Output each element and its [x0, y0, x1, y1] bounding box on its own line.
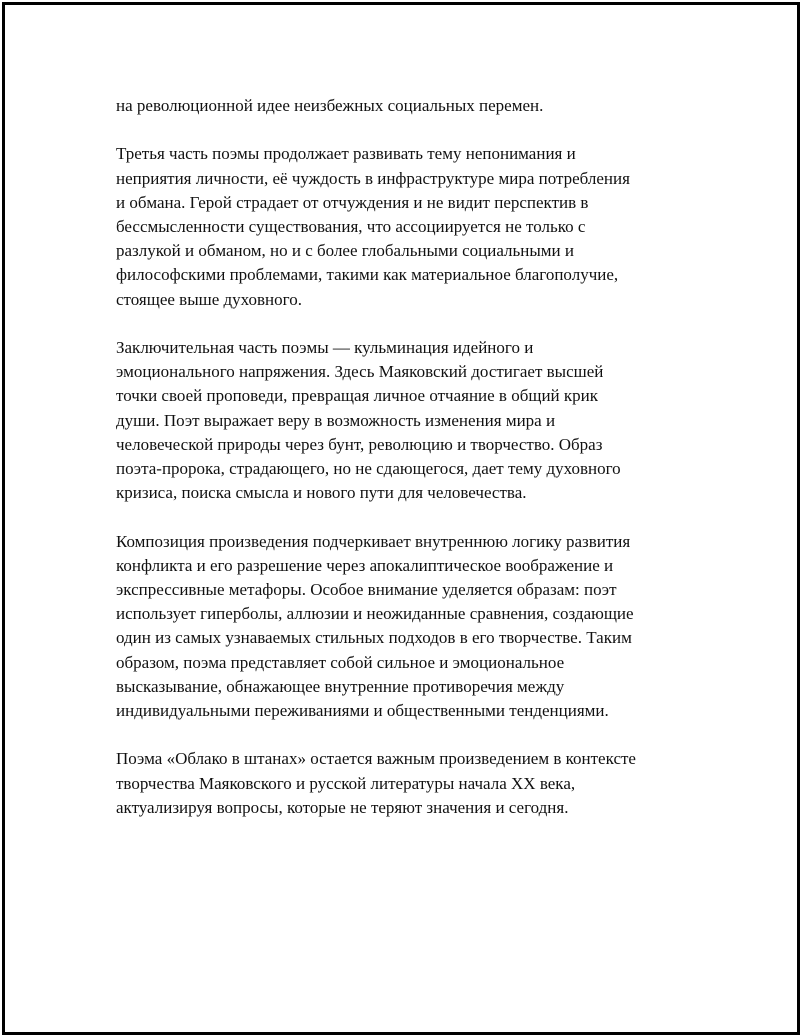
paragraph-conclusion: Поэма «Облако в штанах» остается важным произведением в контексте творчества Маяковского и русской литературы начала XX века, актуализируя вопросы, которые не теряют значения и сегодня.	[116, 749, 636, 817]
paragraph-part-three: Третья часть поэмы продолжает развивать тему непонимания и неприятия личности, её чуждость в инфраструктуре мира потребления и обмана. Герой страдает от отчуждения и не видит перспектив в бессмысленности существования, что ассоциируется не только с разлукой и обманом, но и с более глобальными социальными и философскими проблемами, такими как материальное благополучие, стоящее выше духовного.	[116, 144, 630, 309]
document-body	[116, 94, 691, 844]
paragraph-final-part: Заключительная часть поэмы — кульминация идейного и эмоционального напряжения. Здесь Маяковский достигает высшей точки своей проповеди, превращая личное отчаяние в общий крик души. Поэт выражает веру в возможность изменения мира и человеческой природы через бунт, революцию и творчество. Образ поэта-пророка, страдающего, но не сдающегося, дает тему духовного кризиса, поиска смысла и нового пути для человечества.	[116, 338, 621, 503]
paragraph-continuation: на революционной идее неизбежных социальных перемен.	[116, 96, 544, 115]
paragraph-composition: Композиция произведения подчеркивает внутреннюю логику развития конфликта и его разрешение через апокалиптическое воображение и экспрессивные метафоры. Особое внимание уделяется образам: поэт использует гиперболы, аллюзии и неожиданные сравнения, создающие один из самых узнаваемых стильных подходов в его творчестве. Таким образом, поэма представляет собой сильное и эмоциональное высказывание, обнажающее внутренние противоречия между индивидуальными переживаниями и общественными тенденциями.	[116, 531, 634, 721]
